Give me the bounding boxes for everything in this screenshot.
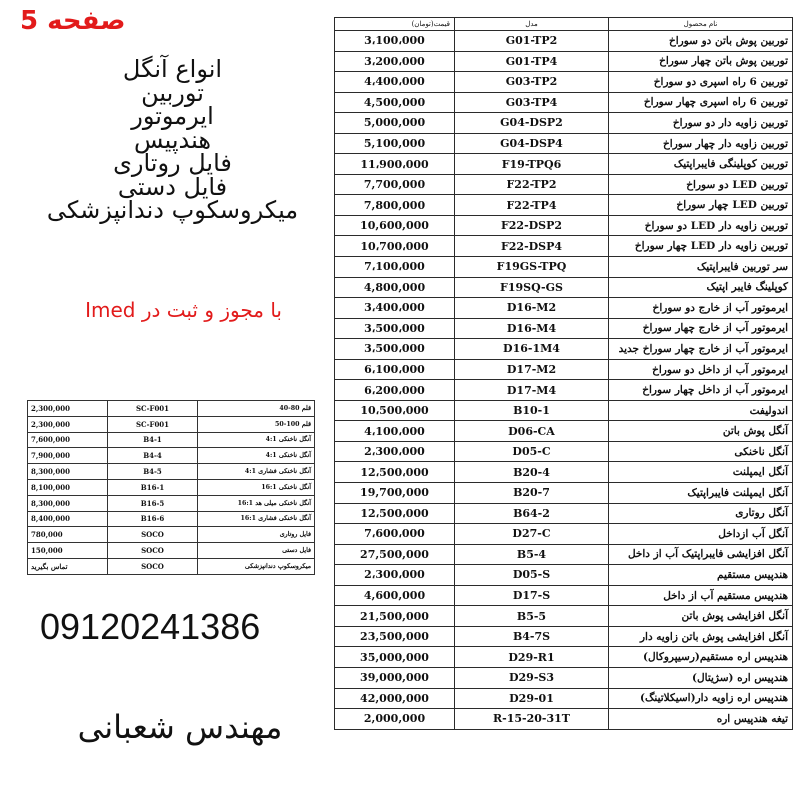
model-cell: D17-M4 [455, 380, 609, 401]
model-cell: D27-C [455, 524, 609, 545]
model-cell: B5-5 [455, 606, 609, 627]
product-category-list [20, 55, 325, 224]
category-title: توربین [141, 78, 204, 107]
table-row [335, 257, 793, 278]
product-name-cell: توربین کوپلینگی فایبراپتیک [609, 154, 793, 175]
model-cell: B5-4 [455, 544, 609, 565]
model-cell: G01-TP4 [455, 51, 609, 72]
table-row [28, 558, 315, 574]
product-name-cell: تیغه هندپیس اره [609, 709, 793, 730]
product-name-cell: آنگل ناخنکی 16:1 [198, 479, 315, 495]
price-cell: 23,500,000 [335, 626, 455, 647]
price-cell: 12،500،000 [335, 503, 455, 524]
product-name-cell: هندپیس اره زاویه دار(اسیکلاتینگ) [609, 688, 793, 709]
price-cell: 2،300،000 [335, 441, 455, 462]
product-name-cell: ایرموتور آب از داخل چهار سوراخ [609, 380, 793, 401]
product-name-cell: قلم 100-50 [198, 416, 315, 432]
price-cell: 3،100،000 [335, 31, 455, 52]
price-cell: 3،200،000 [335, 51, 455, 72]
table-row [335, 688, 793, 709]
table-row [28, 416, 315, 432]
table-row [335, 318, 793, 339]
product-name-cell: توربین زاویه دار چهار سوراخ [609, 133, 793, 154]
table-row [335, 215, 793, 236]
model-cell: D17-M2 [455, 359, 609, 380]
product-name-cell: توربین زاویه دار دو سوراخ [609, 113, 793, 134]
price-cell: 2،300،000 [335, 565, 455, 586]
table-header-row [335, 18, 793, 31]
product-name-cell: توربین زاویه دار LED دو سوراخ [609, 215, 793, 236]
table-row [335, 236, 793, 257]
product-name-cell: آنگل ناخنکی فشاری 4:1 [198, 464, 315, 480]
product-name-cell: آنگل ناخنکی میلی هد 16:1 [198, 495, 315, 511]
price-cell: 7,900,000 [28, 448, 108, 464]
price-cell: 21,500,000 [335, 606, 455, 627]
product-name-cell: میکروسکوپ دندانپزشکی [198, 558, 315, 574]
product-name-cell: آنگل ایمپلنت فایبراپتیک [609, 483, 793, 504]
price-cell: تماس بگیرید [28, 558, 108, 574]
model-cell: R-15-20-31T [455, 709, 609, 730]
header-name: نام محصول [609, 18, 793, 31]
table-row [28, 464, 315, 480]
product-name-cell: آنگل پوش باتن [609, 421, 793, 442]
product-name-cell: آنگل ناخنکی [609, 441, 793, 462]
model-cell: F19-TPQ6 [455, 154, 609, 175]
model-cell: SC-F001 [108, 416, 198, 432]
model-cell: D29-S3 [455, 667, 609, 688]
product-name-cell: آنگل ناخنکی 4:1 [198, 448, 315, 464]
table-row [335, 92, 793, 113]
model-cell: D17-S [455, 585, 609, 606]
table-row [335, 339, 793, 360]
table-row [335, 133, 793, 154]
model-cell: B16-5 [108, 495, 198, 511]
table-row [335, 400, 793, 421]
product-name-cell: ایرموتور آب از خارج چهار سوراخ جدید [609, 339, 793, 360]
table-row [335, 667, 793, 688]
table-row [28, 495, 315, 511]
table-row [335, 277, 793, 298]
license-note: با مجوز و ثبت در Imed [85, 298, 282, 322]
phone-number: 09120241386 [40, 606, 261, 647]
table-row [335, 72, 793, 93]
price-cell: 2,000,000 [335, 709, 455, 730]
price-cell: 39,000,000 [335, 667, 455, 688]
model-cell: SC-F001 [108, 401, 198, 417]
table-row [335, 421, 793, 442]
table-row [28, 401, 315, 417]
model-cell: F19SQ-GS [455, 277, 609, 298]
model-cell: B4-1 [108, 432, 198, 448]
table-row [335, 647, 793, 668]
price-cell: 42,000,000 [335, 688, 455, 709]
product-name-cell: ایرموتور آب از داخل دو سوراخ [609, 359, 793, 380]
price-cell: 780,000 [28, 527, 108, 543]
header-model: مدل [455, 18, 609, 31]
product-name-cell: توربین LED چهار سوراخ [609, 195, 793, 216]
table-row [28, 479, 315, 495]
table-row [335, 359, 793, 380]
model-cell: B4-7S [455, 626, 609, 647]
table-row [335, 585, 793, 606]
model-cell: F19GS-TPQ [455, 257, 609, 278]
product-name-cell: توربین زاویه دار LED چهار سوراخ [609, 236, 793, 257]
table-row [28, 448, 315, 464]
price-cell: 8,400,000 [28, 511, 108, 527]
product-name-cell: فایل روتاری [198, 527, 315, 543]
table-row [335, 565, 793, 586]
table-row [335, 626, 793, 647]
price-cell: 2,300,000 [28, 401, 108, 417]
price-cell: 12،500،000 [335, 462, 455, 483]
model-cell: SOCO [108, 558, 198, 574]
header-price: قیمت(تومان) [335, 18, 455, 31]
model-cell: G03-TP2 [455, 72, 609, 93]
product-name-cell: آنگل ناخنکی 4:1 [198, 432, 315, 448]
price-cell: 7،600،000 [335, 524, 455, 545]
product-name-cell: هندپیس مستقیم آب از داخل [609, 585, 793, 606]
price-cell: 6،100،000 [335, 359, 455, 380]
price-cell: 5,000,000 [335, 113, 455, 134]
price-cell: 6،200،000 [335, 380, 455, 401]
table-row [335, 483, 793, 504]
price-cell: 3،500،000 [335, 318, 455, 339]
model-cell: B64-2 [455, 503, 609, 524]
table-row [335, 441, 793, 462]
price-cell: 27,500,000 [335, 544, 455, 565]
price-cell: 7،100،000 [335, 257, 455, 278]
product-name-cell: هندپیس مستقیم [609, 565, 793, 586]
price-cell: 3،400،000 [335, 298, 455, 319]
product-name-cell: آنگل ایمپلنت [609, 462, 793, 483]
table-row [28, 543, 315, 559]
product-name-cell: آنگل روتاری [609, 503, 793, 524]
model-cell: B16-1 [108, 479, 198, 495]
table-row [335, 51, 793, 72]
product-name-cell: سر توربین فایبراپتیک [609, 257, 793, 278]
product-name-cell: آنگل افزایشی فایبراپتیک آب از داخل [609, 544, 793, 565]
table-row [335, 503, 793, 524]
product-name-cell: قلم 80-40 [198, 401, 315, 417]
price-cell: 4,500,000 [335, 92, 455, 113]
engineer-name: مهندس شعبانی [77, 708, 283, 746]
product-name-cell: توربین پوش باتن دو سوراخ [609, 31, 793, 52]
model-cell: D05-C [455, 441, 609, 462]
price-cell: 3،500،000 [335, 339, 455, 360]
category-title: انواع آنگل [122, 55, 223, 83]
product-name-cell: توربین پوش باتن چهار سوراخ [609, 51, 793, 72]
model-cell: G03-TP4 [455, 92, 609, 113]
model-cell: SOCO [108, 543, 198, 559]
price-cell: 4,800,000 [335, 277, 455, 298]
table-row [335, 195, 793, 216]
product-name-cell: فایل دستی [198, 543, 315, 559]
table-row [335, 544, 793, 565]
price-cell: 10،500،000 [335, 400, 455, 421]
model-cell: F22-DSP2 [455, 215, 609, 236]
table-row [335, 380, 793, 401]
model-cell: B20-7 [455, 483, 609, 504]
model-cell: B4-4 [108, 448, 198, 464]
product-name-cell: توربین 6 راه اسپری چهار سوراخ [609, 92, 793, 113]
model-cell: F22-TP4 [455, 195, 609, 216]
category-title: فایل روتاری [113, 149, 232, 177]
product-name-cell: کوپلینگ فایبر اپتیک [609, 277, 793, 298]
table-row [335, 31, 793, 52]
model-cell: D29-R1 [455, 647, 609, 668]
main-table-body [335, 31, 793, 730]
page-label: صفحه 5 [20, 6, 126, 36]
model-cell: B4-5 [108, 464, 198, 480]
product-name-cell: ایرموتور آب از خارج چهار سوراخ [609, 318, 793, 339]
model-cell: D16-M2 [455, 298, 609, 319]
price-cell: 11،900،000 [335, 154, 455, 175]
price-cell: 8,300,000 [28, 495, 108, 511]
product-name-cell: آنگل ناخنکی فشاری 16:1 [198, 511, 315, 527]
price-cell: 4،400،000 [335, 72, 455, 93]
category-title: هندپیس [133, 125, 211, 154]
table-row [28, 432, 315, 448]
model-cell: F22-TP2 [455, 174, 609, 195]
table-row [28, 527, 315, 543]
product-name-cell: هندپیس اره مستقیم(رسیپروکال) [609, 647, 793, 668]
model-cell: B10-1 [455, 400, 609, 421]
model-cell: SOCO [108, 527, 198, 543]
price-cell: 150,000 [28, 543, 108, 559]
model-cell: D05-S [455, 565, 609, 586]
model-cell: G04-DSP2 [455, 113, 609, 134]
price-cell: 4,600,000 [335, 585, 455, 606]
model-cell: G01-TP2 [455, 31, 609, 52]
product-name-cell: توربین LED دو سوراخ [609, 174, 793, 195]
price-cell: 10،700،000 [335, 236, 455, 257]
small-price-table [27, 400, 315, 575]
price-cell: 7,800,000 [335, 195, 455, 216]
product-name-cell: ایرموتور آب از خارج دو سوراخ [609, 298, 793, 319]
price-cell: 4،100،000 [335, 421, 455, 442]
price-cell: 8,300,000 [28, 464, 108, 480]
table-row [335, 524, 793, 545]
price-cell: 35,000,000 [335, 647, 455, 668]
table-row [335, 298, 793, 319]
product-name-cell: اندولیفت [609, 400, 793, 421]
model-cell: D29-01 [455, 688, 609, 709]
category-title: فایل دستی [117, 172, 228, 201]
table-row [335, 606, 793, 627]
main-price-table [334, 17, 793, 730]
category-title: میکروسکوپ دندانپزشکی [46, 196, 299, 224]
table-row [335, 462, 793, 483]
table-row [335, 113, 793, 134]
price-cell: 10,600,000 [335, 215, 455, 236]
product-name-cell: توربین 6 راه اسپری دو سوراخ [609, 72, 793, 93]
model-cell: G04-DSP4 [455, 133, 609, 154]
model-cell: B16-6 [108, 511, 198, 527]
price-cell: 2,300,000 [28, 416, 108, 432]
product-name-cell: آنگل افزایشی پوش باتن [609, 606, 793, 627]
price-cell: 7,700,000 [335, 174, 455, 195]
table-row [28, 511, 315, 527]
price-cell: 8,100,000 [28, 479, 108, 495]
model-cell: D16-M4 [455, 318, 609, 339]
table-row [335, 174, 793, 195]
model-cell: D06-CA [455, 421, 609, 442]
category-title: ایرموتور [131, 102, 214, 130]
table-row [335, 709, 793, 730]
price-cell: 7,600,000 [28, 432, 108, 448]
small-table-body [28, 401, 315, 575]
table-row [335, 154, 793, 175]
model-cell: F22-DSP4 [455, 236, 609, 257]
price-cell: 19,700,000 [335, 483, 455, 504]
model-cell: B20-4 [455, 462, 609, 483]
product-name-cell: آنگل افزایشی پوش باتن زاویه دار [609, 626, 793, 647]
model-cell: D16-1M4 [455, 339, 609, 360]
price-cell: 5,100,000 [335, 133, 455, 154]
product-name-cell: هندپیس اره (سژیتال) [609, 667, 793, 688]
product-name-cell: آنگل آب ازداخل [609, 524, 793, 545]
